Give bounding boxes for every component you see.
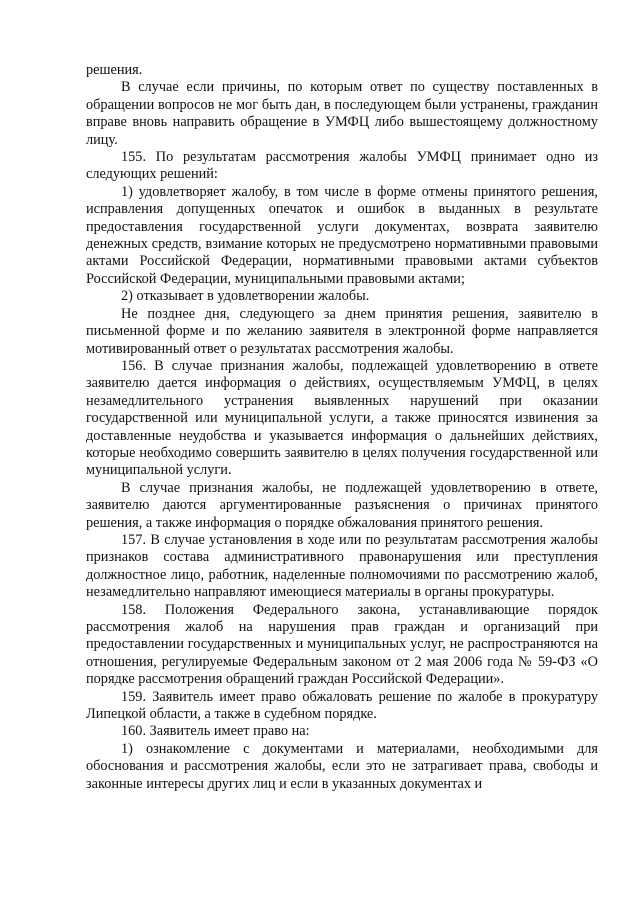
paragraph-continuation: решения. xyxy=(86,62,143,78)
paragraph-155-item-2: 2) отказывает в удовлетворении жалобы. xyxy=(121,288,370,305)
paragraph-159: 159. Заявитель имеет право обжаловать решение по жалобе в прокуратуру Липецкой области, а также в судебном порядке. xyxy=(86,688,598,723)
paragraph-160: 160. Заявитель имеет право на: xyxy=(121,723,310,740)
paragraph-repeat-appeal: В случае если причины, по которым ответ по существу поставленных в обращении вопросов не мог быть дан, в последующем были устранены, гражданин вправе вновь направить обращение в УМФЦ либо вышестоящему должностному лицу. xyxy=(86,79,598,148)
paragraph-157: 157. В случае установления в ходе или по результатам рассмотрения жалобы признаков состава административного правонарушения или преступления должностное лицо, работник, наделенные полномочиями по рассмотрению жалоб, незамедлительно направляют имеющиеся материалы в органы прокуратуры. xyxy=(86,531,598,601)
paragraph-155: 155. По результатам рассмотрения жалобы УМФЦ принимает одно из следующих решений: xyxy=(86,149,598,183)
document-page xyxy=(86,62,598,793)
paragraph-155-item-1: 1) удовлетворяет жалобу, в том числе в форме отмены принятого решения, исправления допущенных опечаток и ошибок в выданных в результате предоставления государственной услуги документах, возврата заявителю денежных средств, взимание которых не предусмотрено нормативными правовыми актами Российской Федерации, нормативными правовыми актами субъектов Российской Федерации, муниципальными правовыми актами; xyxy=(86,183,598,287)
paragraph-158: 158. Положения Федерального закона, устанавливающие порядок рассмотрения жалоб на нарушения прав граждан и организаций при предоставлении государственных и муниципальных услуг, не распространяются на отношения, регулируемые Федеральным законом от 2 мая 2006 года № 59-ФЗ «О порядке рассмотрения обращений граждан Российской Федерации». xyxy=(86,601,598,688)
paragraph-response-deadline: Не позднее дня, следующего за днем принятия решения, заявителю в письменной форме и по желанию заявителя в электронной форме направляется мотивированный ответ о результатах рассмотрения жалобы. xyxy=(86,305,598,357)
paragraph-160-item-1: 1) ознакомление с документами и материалами, необходимыми для обоснования и рассмотрения жалобы, если это не затрагивает права, свободы и законные интересы других лиц и если в указанных документах и xyxy=(86,740,598,792)
paragraph-156-rejection: В случае признания жалобы, не подлежащей удовлетворению в ответе, заявителю даются аргументированные разъяснения о причинах принятого решения, а также информация о порядке обжалования принятого решения. xyxy=(86,479,598,531)
paragraph-156: 156. В случае признания жалобы, подлежащей удовлетворению в ответе заявителю дается информация о действиях, осуществляемым УМФЦ, в целях незамедлительного устранения выявленных нарушений при оказании государственной или муниципальной услуги, а также приносятся извинения за доставленные неудобства и указывается информация о дальнейших действиях, которые необходимо совершить заявителю в целях получения государственной или муниципальной услуги. xyxy=(86,357,598,479)
